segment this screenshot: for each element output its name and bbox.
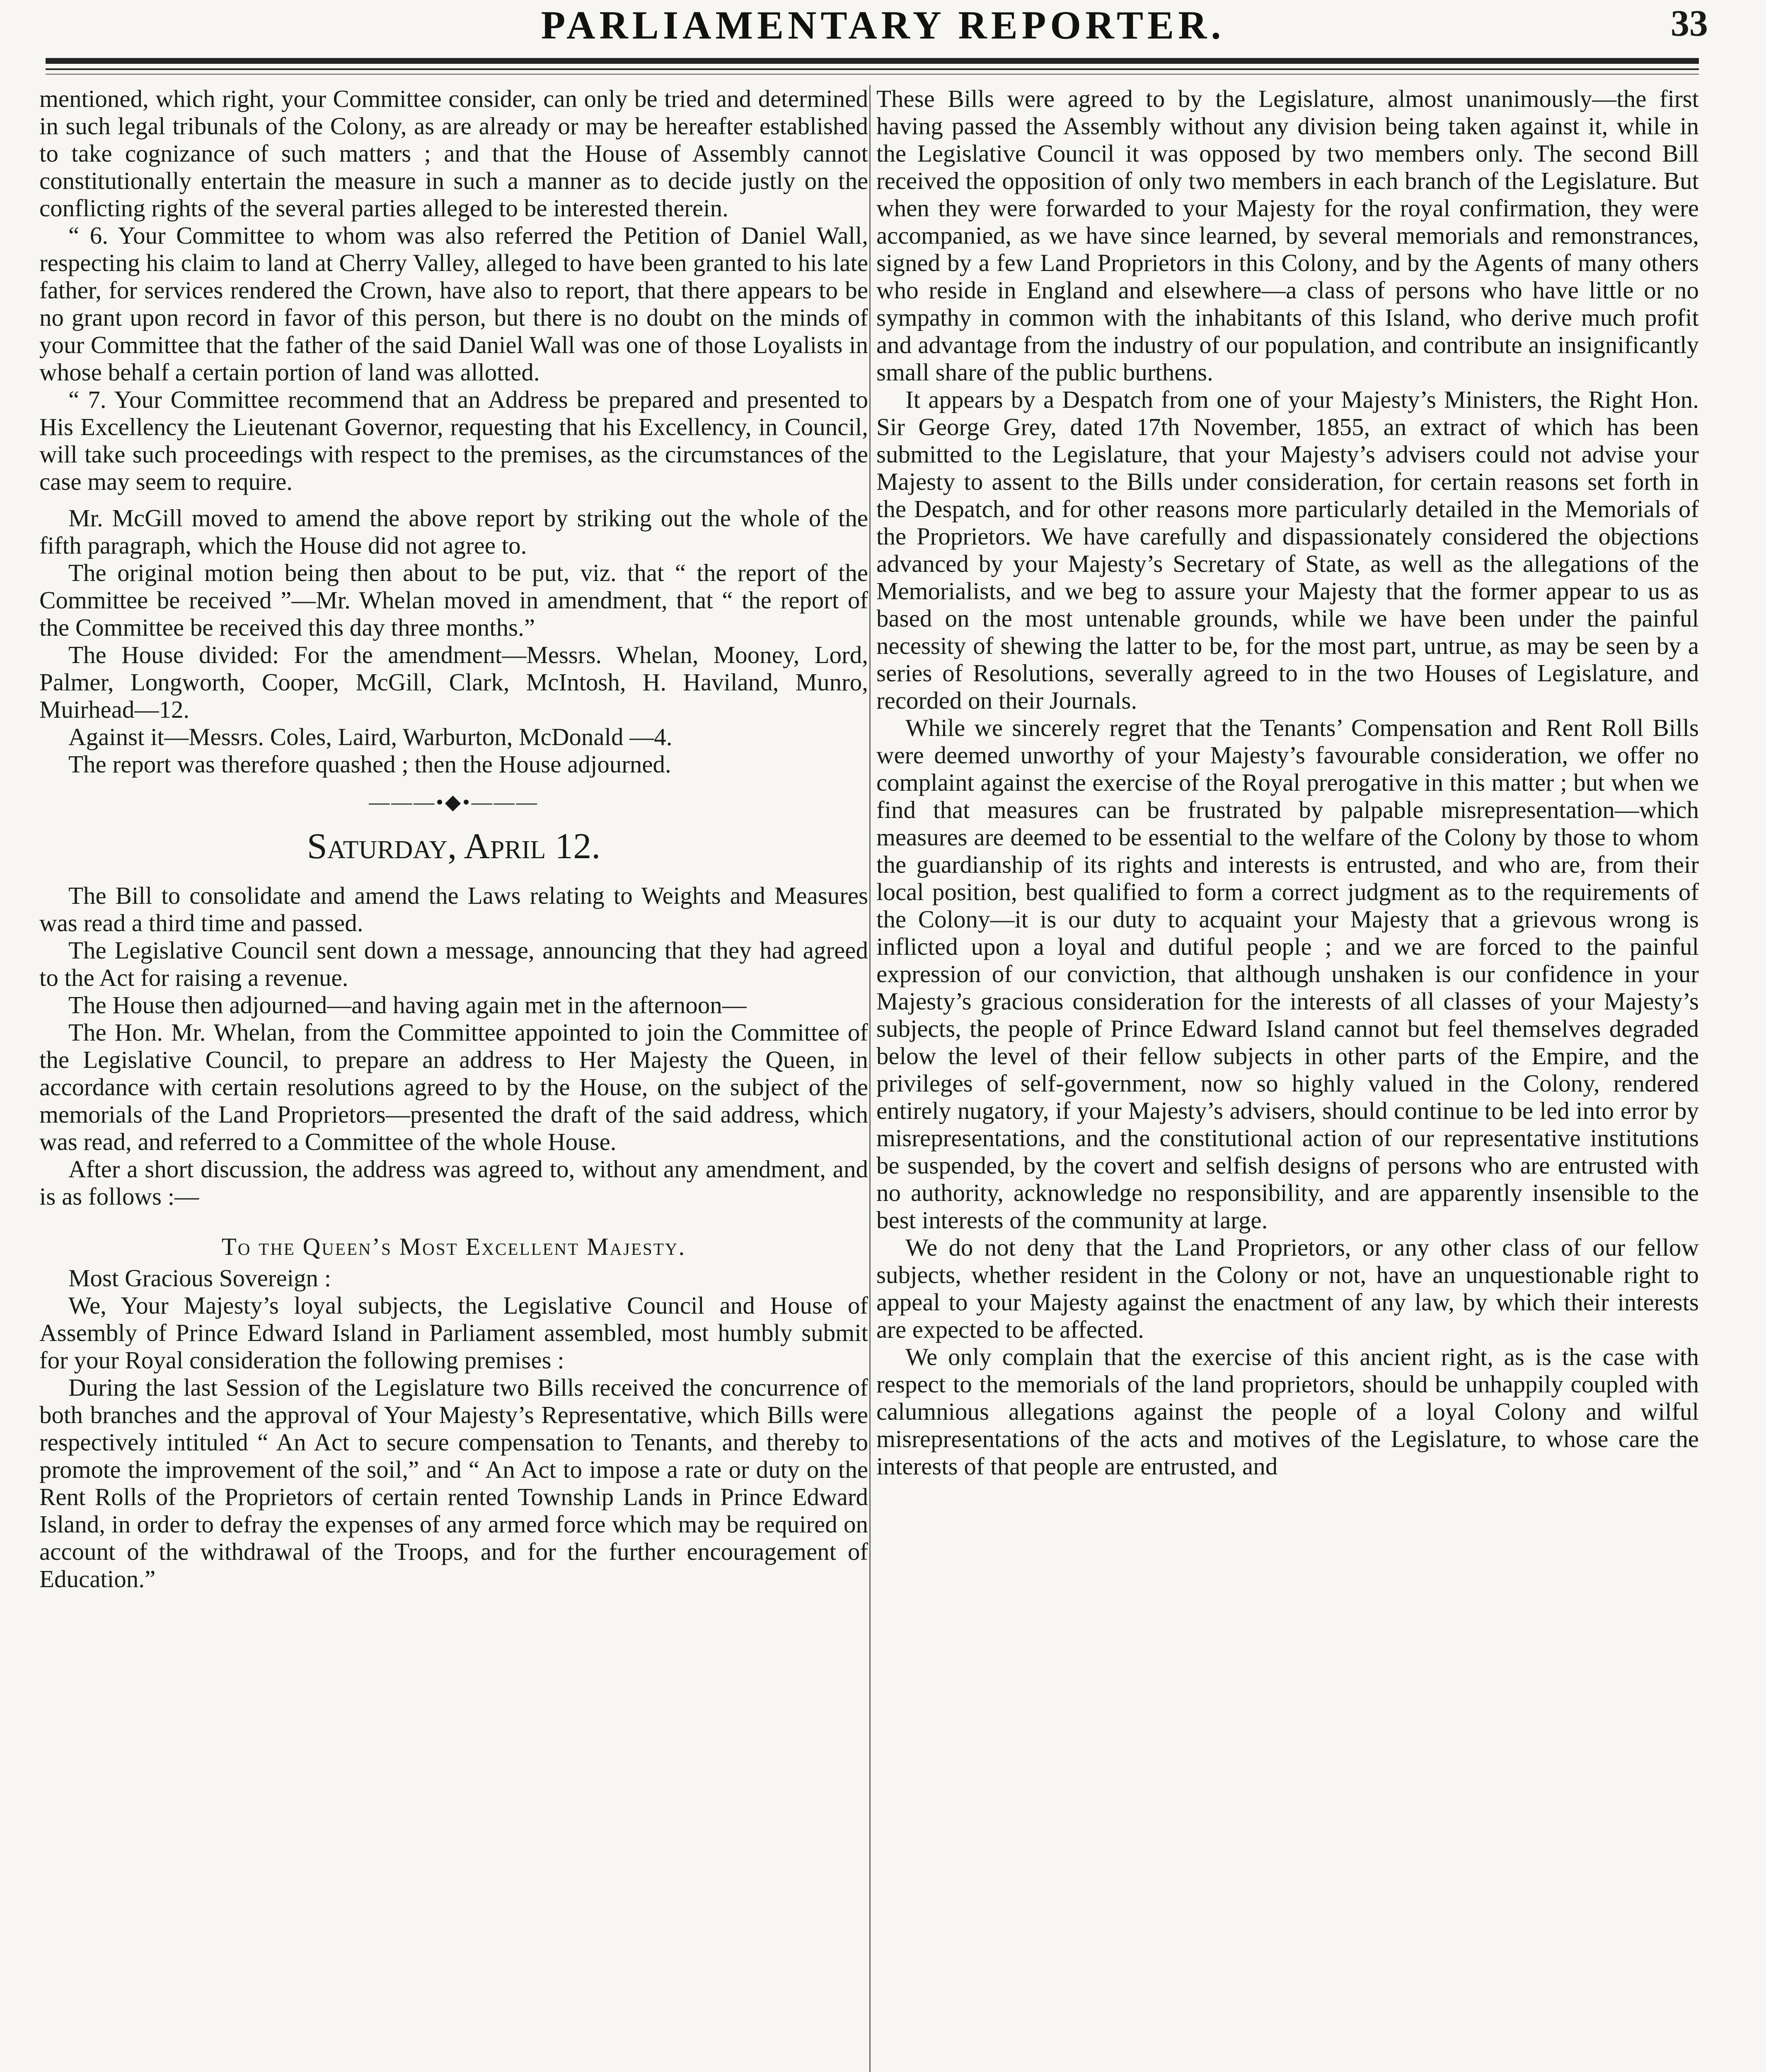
paragraph: The House divided: For the amendment—Messrs. Whelan, Mooney, Lord, Palmer, Longworth, Cooper, McGill, Clark, McIntosh, H. Haviland, Munro, Muirhead—12. (39, 641, 868, 723)
paragraph: We only complain that the exercise of this ancient right, as is the case with respect to the memorials of the land proprietors, should be unhappily coupled with calumnious allegations against the people of a loyal Colony and wilful misrepresentations of the acts and motives of the Legislature, to whose care the interests of that people are entrusted, and (876, 1343, 1699, 1480)
paragraph: After a short discussion, the address was agreed to, without any amendment, and is as follows :— (39, 1155, 868, 1210)
paragraph: The Legislative Council sent down a message, announcing that they had agreed to the Act for raising a revenue. (39, 937, 868, 991)
address-heading: To the Queen’s Most Excellent Majesty. (221, 1233, 686, 1260)
paragraph: While we sincerely regret that the Tenants’ Compensation and Rent Roll Bills were deemed unworthy of your Majesty’s favourable consideration, we offer no complaint against the exercise of the Royal prerogative in this matter ; but when we find that measures can be frustrated by palpable misrepresentation—which measures are deemed to be essential to the welfare of the Colony by those to whom the guardianship of its rights and interests is entrusted, and who are, from their local position, best qualified to form a correct judgment as to the requirements of the Colony—it is our duty to acquaint your Majesty that a grievous wrong is inflicted upon a loyal and dutiful people ; and we are forced to the painful expression of our conviction, that although unshaken is our confidence in your Majesty’s gracious consideration for the interests of all classes of your Majesty’s subjects, the people of Prince Edward Island cannot but feel themselves degraded below the level of their fellow subjects in other parts of the Empire, and the privileges of self-government, now so highly valued in the Colony, rendered entirely nugatory, if your Majesty’s advisers, should continue to be led into error by misrepresentations, and the constitutional action of our representative institutions be suspended, by the covert and selfish designs of persons who are entrusted with no authority, acknowledge no responsibility, and are apparently insensible to the best interests of the community at large. (876, 714, 1699, 1234)
paragraph: Against it—Messrs. Coles, Laird, Warburton, McDonald —4. (68, 723, 673, 750)
paragraph: The Bill to consolidate and amend the Laws relating to Weights and Measures was read a third time and passed. (39, 882, 868, 937)
section-divider: ———•◆•——— (369, 790, 539, 813)
right-column (876, 85, 1699, 1480)
paragraph: “ 7. Your Committee recommend that an Address be prepared and presented to His Excellency the Lieutenant Governor, requesting that his Excellency, in Council, will take such proceedings with respect to the premises, as the circumstances of the case may seem to require. (39, 386, 868, 495)
left-column (39, 85, 868, 1593)
header-rule-hair (46, 74, 1699, 75)
paragraph: “ 6. Your Committee to whom was also referred the Petition of Daniel Wall, respecting his claim to land at Cherry Valley, alleged to have been granted to his late father, for services rendered the Crown, have also to report, that there appears to be no grant upon record in favor of this person, but there is no doubt on the minds of your Committee that the father of the said Daniel Wall was one of those Loyalists in whose behalf a certain portion of land was allotted. (39, 222, 868, 386)
paragraph: The Hon. Mr. Whelan, from the Committee appointed to join the Committee of the Legislative Council, to prepare an address to Her Majesty the Queen, in accordance with certain resolutions agreed to by the House, on the subject of the memorials of the Land Proprietors—presented the draft of the said address, which was read, and referred to a Committee of the whole House. (39, 1019, 868, 1155)
header-rule-thin (46, 68, 1699, 70)
paragraph: Mr. McGill moved to amend the above report by striking out the whole of the fifth paragraph, which the House did not agree to. (39, 504, 868, 559)
paragraph: We, Your Majesty’s loyal subjects, the Legislative Council and House of Assembly of Prince Edward Island in Parliament assembled, most humbly submit for your Royal consideration the following premises : (39, 1292, 868, 1374)
header-rule-thick (46, 58, 1699, 64)
paragraph: The House then adjourned—and having again met in the afternoon— (68, 991, 747, 1019)
page-header-title: PARLIAMENTARY REPORTER. (541, 3, 1225, 47)
salutation: Most Gracious Sovereign : (68, 1264, 331, 1292)
paragraph: During the last Session of the Legislature two Bills received the concurrence of both branches and the approval of Your Majesty’s Representative, which Bills were respectively intituled “ An Act to secure compensation to Tenants, and thereby to promote the improvement of the soil,” and “ An Act to impose a rate or duty on the Rent Rolls of the Proprietors of certain rented Township Lands in Prince Edward Island, in order to defray the expenses of any armed force which may be required on account of the withdrawal of the Troops, and for the further encouragement of Education.” (39, 1374, 868, 1593)
paragraph: mentioned, which right, your Committee consider, can only be tried and determined in such legal tribunals of the Colony, as are already or may be hereafter established to take cognizance of such matters ; and that the House of Assembly cannot constitutionally entertain the measure in such a manner as to decide justly on the conflicting rights of the several parties alleged to be interested therein. (39, 85, 868, 222)
paragraph: These Bills were agreed to by the Legislature, almost unanimously—the first having passed the Assembly without any division being taken against it, while in the Legislative Council it was opposed by two members only. The second Bill received the opposition of only two members in each branch of the Legislature. But when they were forwarded to your Majesty for the royal confirmation, they were accompanied, as we have since learned, by several memorials and remonstrances, signed by a few Land Proprietors in this Colony, and by the Agents of many others who reside in England and elsewhere—a class of persons who have little or no sympathy in common with the inhabitants of this Island, who derive much profit and advantage from the industry of our population, and contribute an insignificantly small share of the public burthens. (876, 85, 1699, 386)
page-number: 33 (1671, 3, 1708, 44)
paragraph: We do not deny that the Land Proprietors, or any other class of our fellow subjects, whether resident in the Colony or not, have an unquestionable right to appeal to your Majesty against the enactment of any law, by which their interests are expected to be affected. (876, 1234, 1699, 1343)
paragraph: It appears by a Despatch from one of your Majesty’s Ministers, the Right Hon. Sir George Grey, dated 17th November, 1855, an extract of which has been submitted to the Legislature, that your Majesty’s advisers could not advise your Majesty to assent to the Bills under consideration, for certain reasons set forth in the Despatch, and for other reasons more particularly detailed in the Memorials of the Proprietors. We have carefully and dispassionately considered the objections advanced by your Majesty’s Secretary of State, as well as the allegations of the Memorialists, and we beg to assure your Majesty that the former appear to us as based on the most untenable grounds, while we have been under the painful necessity of shewing the latter to be, for the most part, untrue, as may be seen by a series of Resolutions, severally agreed to in the two Houses of Legislature, and recorded on their Journals. (876, 386, 1699, 714)
column-divider-rule (869, 85, 871, 2072)
paragraph: The report was therefore quashed ; then the House adjourned. (68, 750, 671, 778)
paragraph: The original motion being then about to be put, viz. that “ the report of the Committee be received ”—Mr. Whelan moved in amendment, that “ the report of the Committee be received this day three months.” (39, 559, 868, 641)
day-heading: Saturday, April 12. (307, 826, 601, 867)
